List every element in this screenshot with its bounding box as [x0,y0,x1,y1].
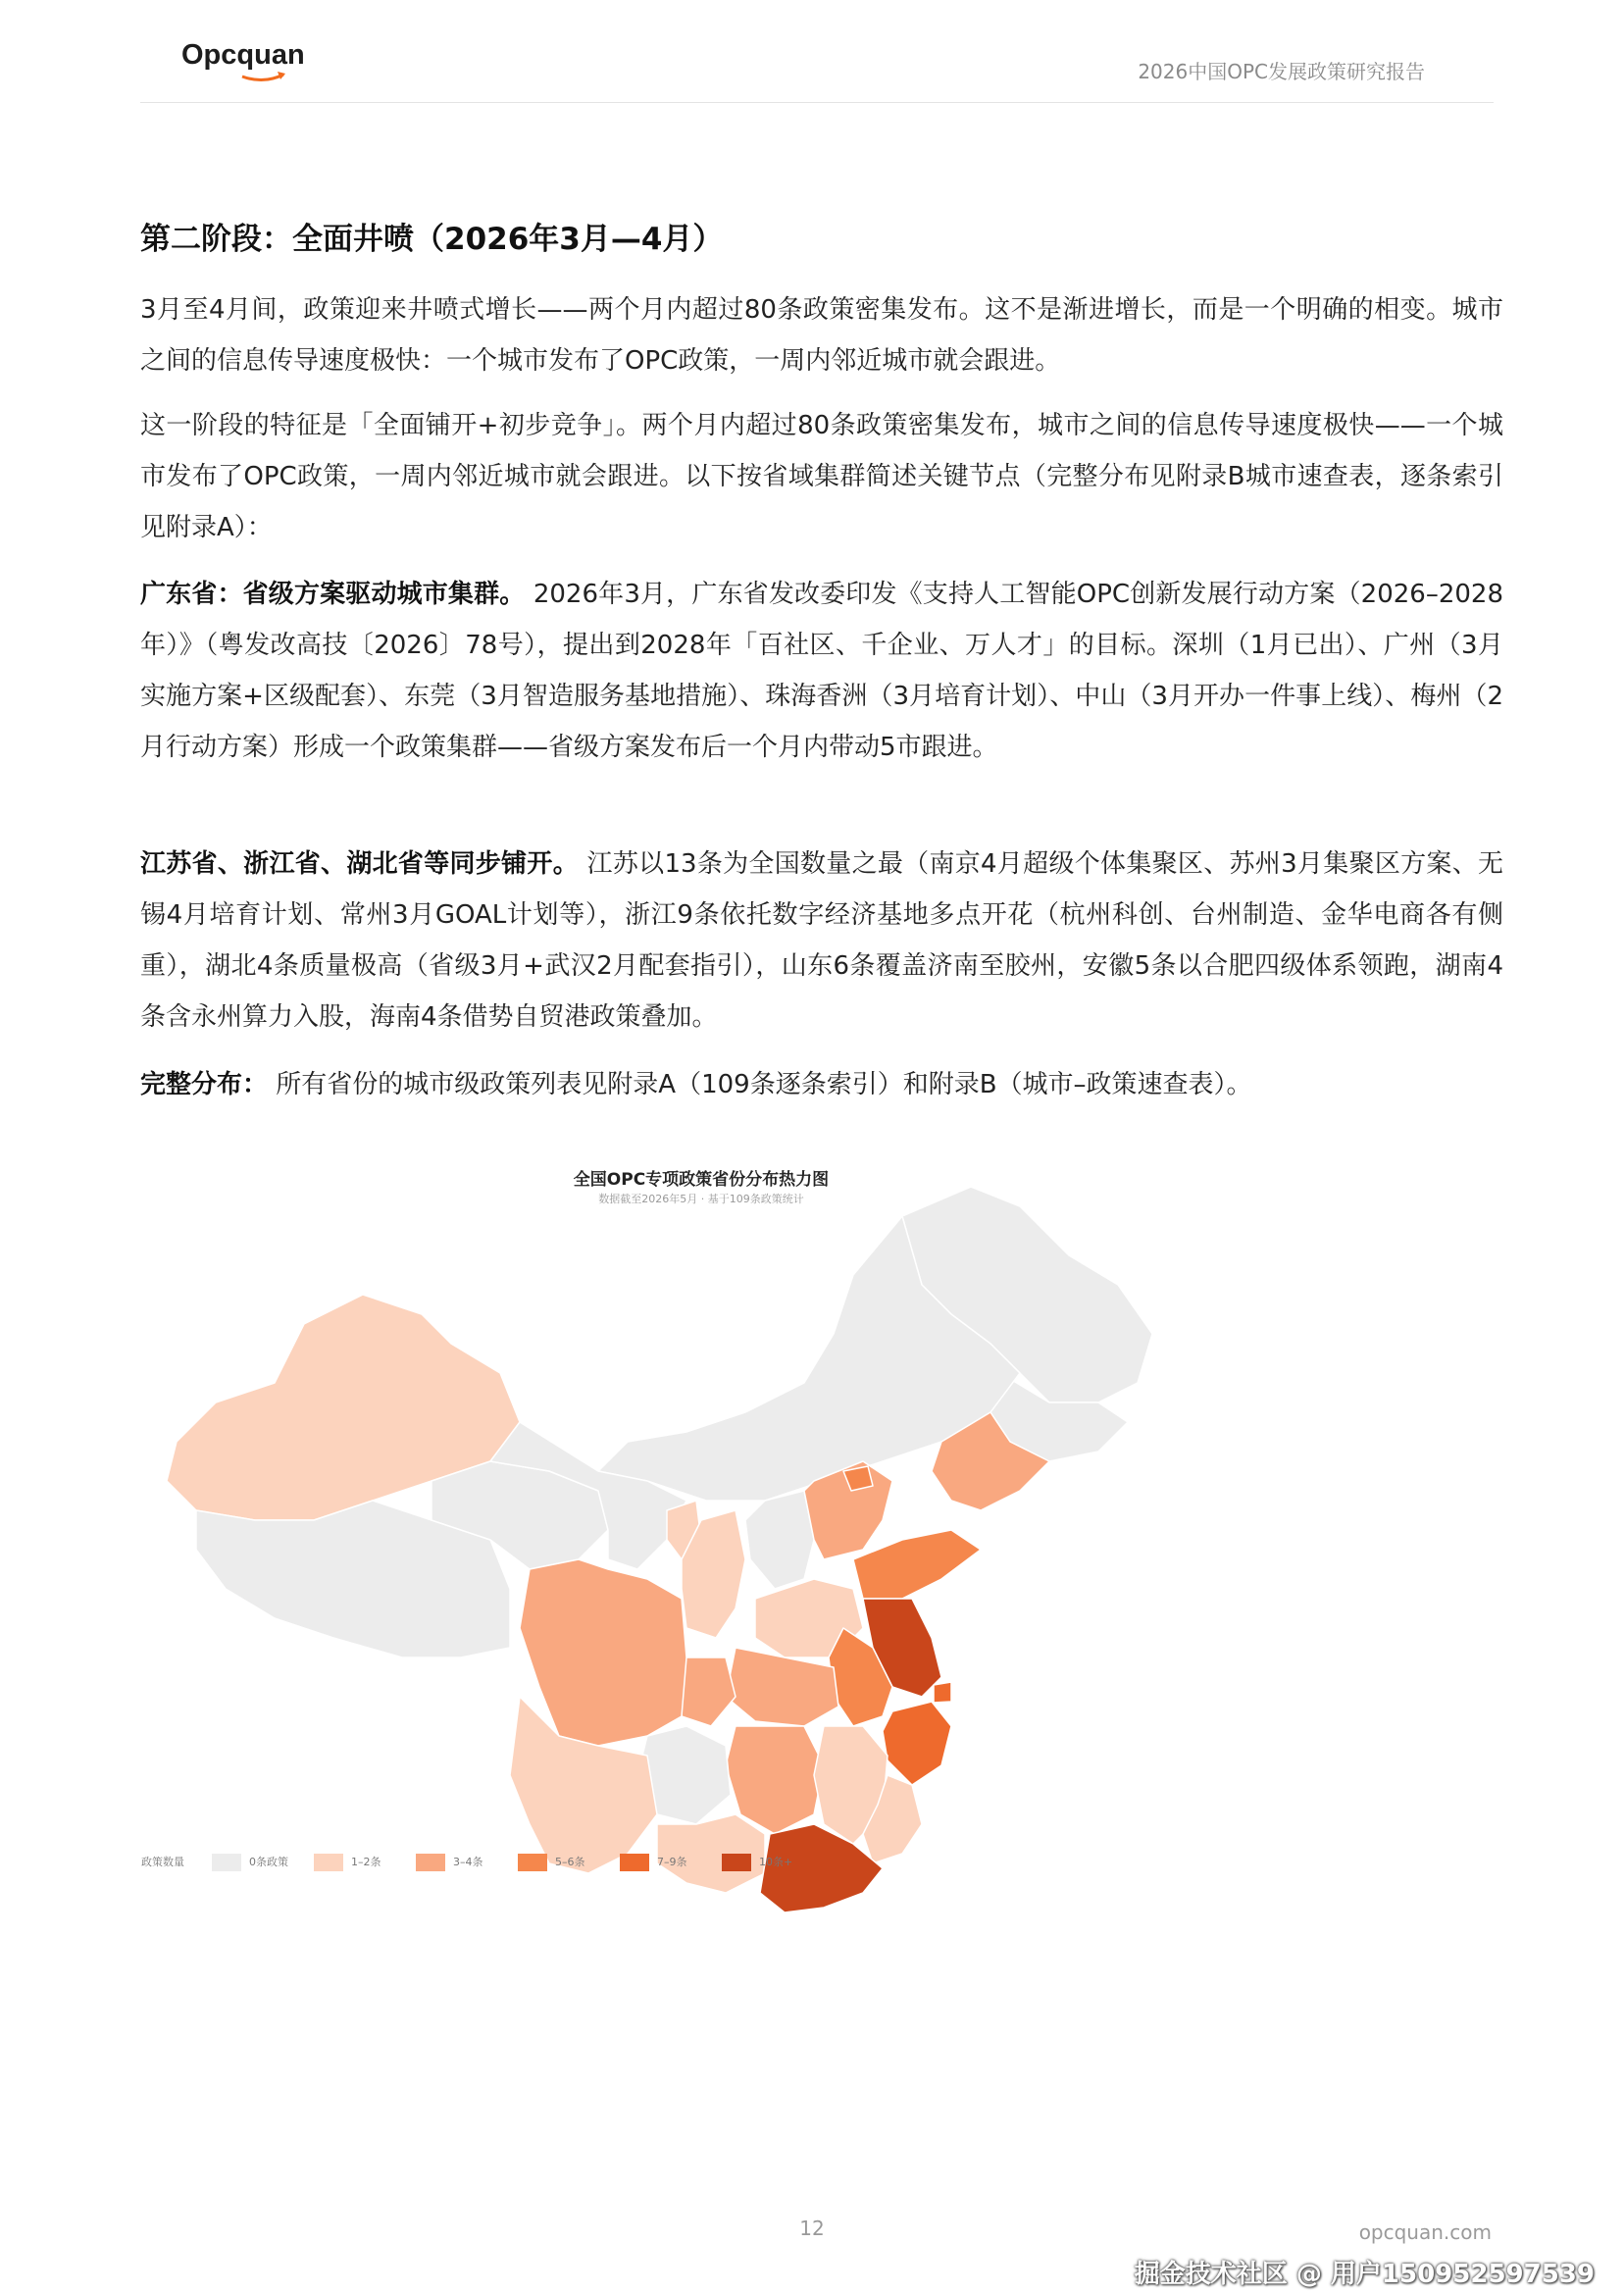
logo-text: Opcquan [181,39,305,71]
province-shandong [853,1530,981,1599]
legend-item-label: 1–2条 [351,1856,381,1868]
watermark: 掘金技术社区 @ 用户150952597539 [1134,2260,1595,2289]
legend-swatch [722,1854,751,1871]
legend-item-0 [212,1854,288,1871]
legend-item-label: 7–9条 [657,1856,687,1868]
legend-item-label: 0条政策 [249,1856,288,1868]
legend-item-1 [314,1854,381,1871]
legend-swatch [212,1854,241,1871]
paragraph-jiangsu-body: 江苏以13条为全国数量之最（南京4月超级个体集聚区、苏州3月集聚区方案、无锡4月培育计划、常州3月GOAL计划等），浙江9条依托数字经济基地多点开花（杭州科创、台州制造、金华电商各有侧重），湖北4条质量极高（省级3月+武汉2月配套指引），山东6条覆盖济南至胶州，安徽5条以合肥四级体系领跑，湖南4条含永州算力入股，海南4条借势自贸港政策叠加。 [140,849,1503,1032]
site-url: opcquan.com [1358,2220,1492,2244]
paragraph-jiangsu-lead: 江苏省、浙江省、湖北省等同步铺开。 [140,849,579,879]
legend-swatch [416,1854,445,1871]
legend-swatch [620,1854,649,1871]
province-hubei [726,1648,838,1726]
paragraph-guangdong-lead: 广东省：省级方案驱动城市集群。 [140,580,526,609]
paragraph-guangdong-body: 2026年3月，广东省发改委印发《支持人工智能OPC创新发展行动方案（2026–2028年）》（粤发改高技〔2026〕78号），提出到2028年「百社区、千企业、万人才」的目标。深圳（1月已出）、广州（3月实施方案+区级配套）、东莞（3月智造服务基地措施）、珠海香洲（3月培育计划）、中山（3月开办一件事上线）、梅州（2月行动方案）形成一个政策集群——省级方案发布后一个月内带动5市跟进。 [140,580,1503,762]
legend-item-label: 5–6条 [555,1856,585,1868]
legend-item-5 [722,1854,792,1871]
paragraph-distribution-lead: 完整分布： [140,1070,269,1099]
map-subtitle: 数据截至2026年5月 · 基于109条政策统计 [598,1193,804,1205]
legend-item-4 [620,1854,687,1871]
legend-item-label: 3–4条 [453,1856,483,1868]
legend-title: 政策数量 [141,1856,184,1868]
province-shanxi [745,1491,814,1589]
legend-item-label: 10条+ [759,1856,793,1868]
legend-item-3 [518,1854,585,1871]
report-title: 2026中国OPC发展政策研究报告 [1138,60,1425,83]
province-sichuan [520,1559,686,1746]
paragraph-intro: 3月至4月间，政策迎来井喷式增长——两个月内超过80条政策密集发布。这不是渐进增长，而是一个明确的相变。城市之间的信息传导速度极快：一个城市发布了OPC政策，一周内邻近城市就会跟进。 [140,295,1503,376]
page-header [140,29,1494,103]
paragraph-jiangsu [140,839,1503,1043]
legend-swatch [314,1854,343,1871]
legend-item-2 [416,1854,483,1871]
province-shanghai [934,1682,951,1703]
china-map [137,1147,1167,1912]
paragraph-distribution-body: 所有省份的城市级政策列表见附录A（109条逐条索引）和附录B（城市–政策速查表）。 [268,1070,1252,1099]
legend-swatch [518,1854,547,1871]
province-chongqing [682,1657,736,1726]
section-title: 第二阶段：全面井喷（2026年3月—4月） [140,222,724,257]
logo-arrow-icon [240,71,287,84]
heatmap-figure [137,1147,1167,1912]
map-title: 全国OPC专项政策省份分布热力图 [573,1170,830,1190]
province-zhejiang [883,1702,951,1785]
paragraph-features: 这一阶段的特征是「全面铺开+初步竞争」。两个月内超过80条政策密集发布，城市之间的信息传导速度极快——一个城市发布了OPC政策，一周内邻近城市就会跟进。以下按省域集群简述关键节点（完整分布见附录B城市速查表，逐条索引见附录A）： [140,411,1503,542]
paragraph-guangdong [140,569,1503,773]
paragraph-distribution [140,1059,1503,1110]
page-number: 12 [799,2217,825,2240]
